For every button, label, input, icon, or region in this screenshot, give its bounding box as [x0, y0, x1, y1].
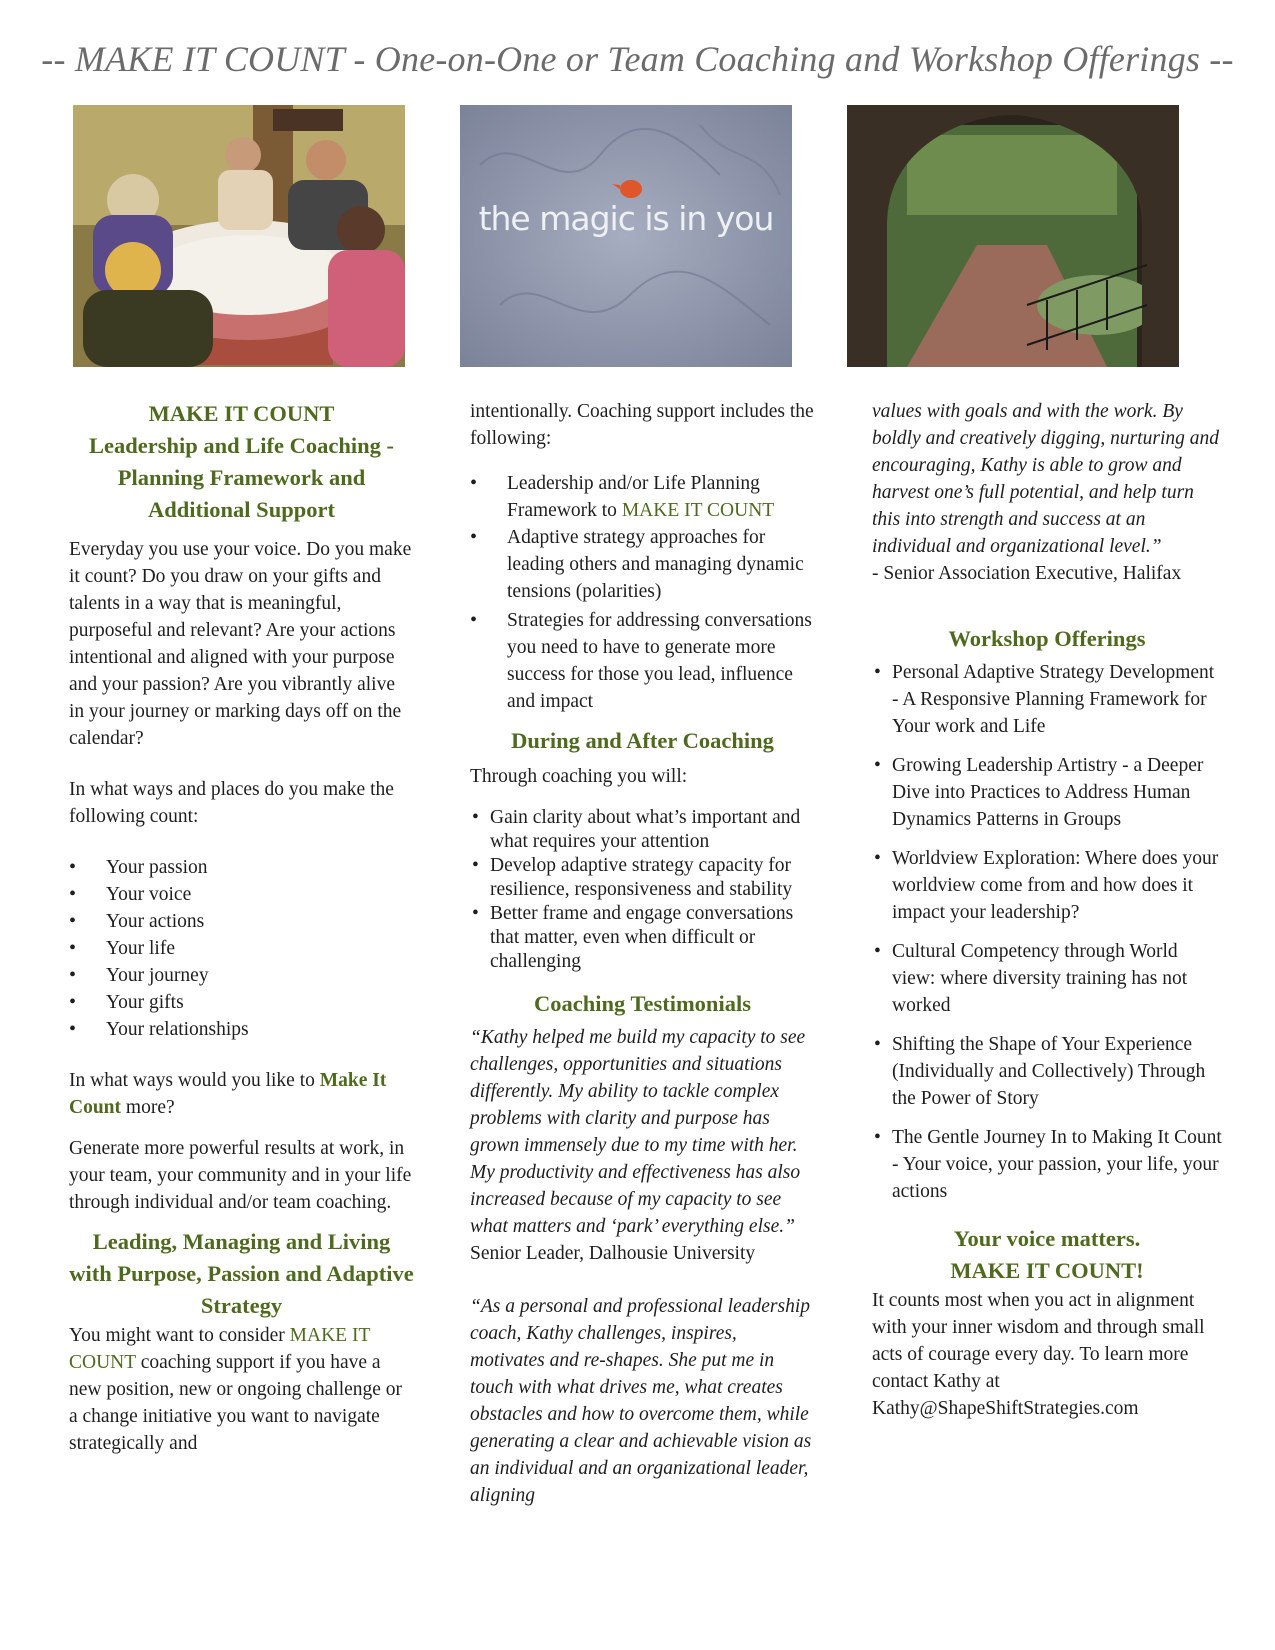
- ways-question: In what ways and places do you make the following count:: [69, 779, 394, 827]
- list-item: • Shifting the Shape of Your Experience (Individually and Collectively) Through the Power of Story: [872, 1031, 1222, 1112]
- list-item: • Growing Leadership Artistry - a Deeper Dive into Practices to Address Human Dynamics Patterns in Groups: [872, 752, 1222, 833]
- workshop-heading: Workshop Offerings: [948, 626, 1146, 651]
- testimonial-2-continued: values with goals and with the work. By boldly and creatively digging, nurturing and encouraging, Kathy is able to grow and harvest one’s full potential, and help turn this into strength and success at an individual and organizational level.”: [872, 401, 1219, 557]
- list-item: • Your passion: [69, 854, 414, 881]
- during-after-heading: During and After Coaching: [511, 728, 774, 753]
- list-item: • Cultural Competency through World view: where diversity training has not worked: [872, 938, 1222, 1019]
- list-item: • Adaptive strategy approaches for leading others and managing dynamic tensions (polarities): [470, 524, 815, 605]
- voice-matters-heading: Your voice matters.: [953, 1226, 1141, 1251]
- testimonial-1: “Kathy helped me build my capacity to see challenges, opportunities and situations differently. My ability to tackle complex problems with clarity and purpose has grown immensely due to my time with her. My productivity and effectiveness has also increased because of my capacity to see what matters and ‘park’ everything else.” Senior Leader, Dalhousie University: [470, 1027, 806, 1264]
- list-item: • Develop adaptive strategy capacity for resilience, responsiveness and stability: [470, 854, 815, 902]
- list-item: • Strategies for addressing conversations you need to have to generate more success for those you lead, influence and impact: [470, 607, 815, 715]
- left-column: [69, 398, 414, 1457]
- list-item: • Worldview Exploration: Where does your worldview come from and how does it impact your leadership?: [872, 845, 1222, 926]
- list-item: • Better frame and engage conversations that matter, even when difficult or challenging: [470, 902, 815, 974]
- bird-icon: [620, 180, 642, 198]
- list-item: • Personal Adaptive Strategy Development - A Responsive Planning Framework for Your work and Life: [872, 659, 1222, 740]
- list-item: • The Gentle Journey In to Making It Count - Your voice, your passion, your life, your actions: [872, 1124, 1222, 1205]
- list-item: • Your voice: [69, 881, 414, 908]
- list-item: • Your actions: [69, 908, 414, 935]
- intro-paragraph: Everyday you use your voice. Do you make it count? Do you draw on your gifts and talents in a way that is meaningful, purposeful and relevant? Are your actions intentional and aligned with your purpose and your passion? Are you vibrantly alive in your journey or marking days off on the calendar?: [69, 539, 412, 749]
- testimonial-2: “As a personal and professional leadership coach, Kathy challenges, inspires, motivates and re-shapes. She put me in touch with what drives me, what creates obstacles and how to overcome them, while generating a clear and achievable vision as an individual and an organizational leader, aligning: [470, 1296, 812, 1506]
- make-it-count-closing-heading: MAKE IT COUNT!: [950, 1258, 1144, 1283]
- team-meeting-image: [73, 105, 405, 367]
- list-item: • Leadership and/or Life Planning Framework to MAKE IT COUNT: [470, 470, 815, 524]
- list-item: • Your journey: [69, 962, 414, 989]
- right-column: [872, 398, 1222, 1422]
- list-item: • Your life: [69, 935, 414, 962]
- closing-paragraph: It counts most when you act in alignment with your inner wisdom and through small acts of courage every day. To learn more contact Kathy at Kathy@ShapeShiftStrategies.com: [872, 1290, 1205, 1419]
- count-list: [69, 854, 414, 1043]
- workshop-list: [872, 659, 1222, 1205]
- magic-caption: the magic is in you: [478, 199, 774, 238]
- outcomes-list: [470, 806, 815, 974]
- consider-paragraph: You might want to consider MAKE IT COUNT coaching support if you have a new position, new or ongoing challenge or a change initiative you want to navigate strategically and: [69, 1325, 403, 1454]
- leadership-coaching-heading: Leadership and Life Coaching - Planning Framework and Additional Support: [88, 433, 395, 522]
- testimonials-heading: Coaching Testimonials: [534, 991, 751, 1016]
- garden-arch-photo: [847, 105, 1179, 367]
- garden-arch-image: [847, 105, 1179, 367]
- generate-paragraph: Generate more powerful results at work, in your team, your community and in your life through individual and/or team coaching.: [69, 1138, 412, 1213]
- testimonial-2-attribution: - Senior Association Executive, Halifax: [872, 563, 1182, 584]
- make-it-count-heading: MAKE IT COUNT: [148, 401, 335, 426]
- team-meeting-photo: [73, 105, 405, 367]
- page-title: -- MAKE IT COUNT - One-on-One or Team Coaching and Workshop Offerings --: [41, 39, 1234, 79]
- support-intro: intentionally. Coaching support includes the following:: [470, 401, 814, 449]
- through-coaching-text: Through coaching you will:: [470, 766, 688, 787]
- leading-managing-heading: Leading, Managing and Living with Purpose, Passion and Adaptive Strategy: [69, 1229, 414, 1318]
- list-item: • Gain clarity about what’s important and what requires your attention: [470, 806, 815, 854]
- middle-column: [470, 398, 815, 1509]
- like-question: In what ways would you like to Make It Count more?: [69, 1070, 387, 1118]
- list-item: • Your relationships: [69, 1016, 414, 1043]
- support-list: [470, 470, 815, 715]
- magic-card-photo: [460, 105, 792, 367]
- list-item: • Your gifts: [69, 989, 414, 1016]
